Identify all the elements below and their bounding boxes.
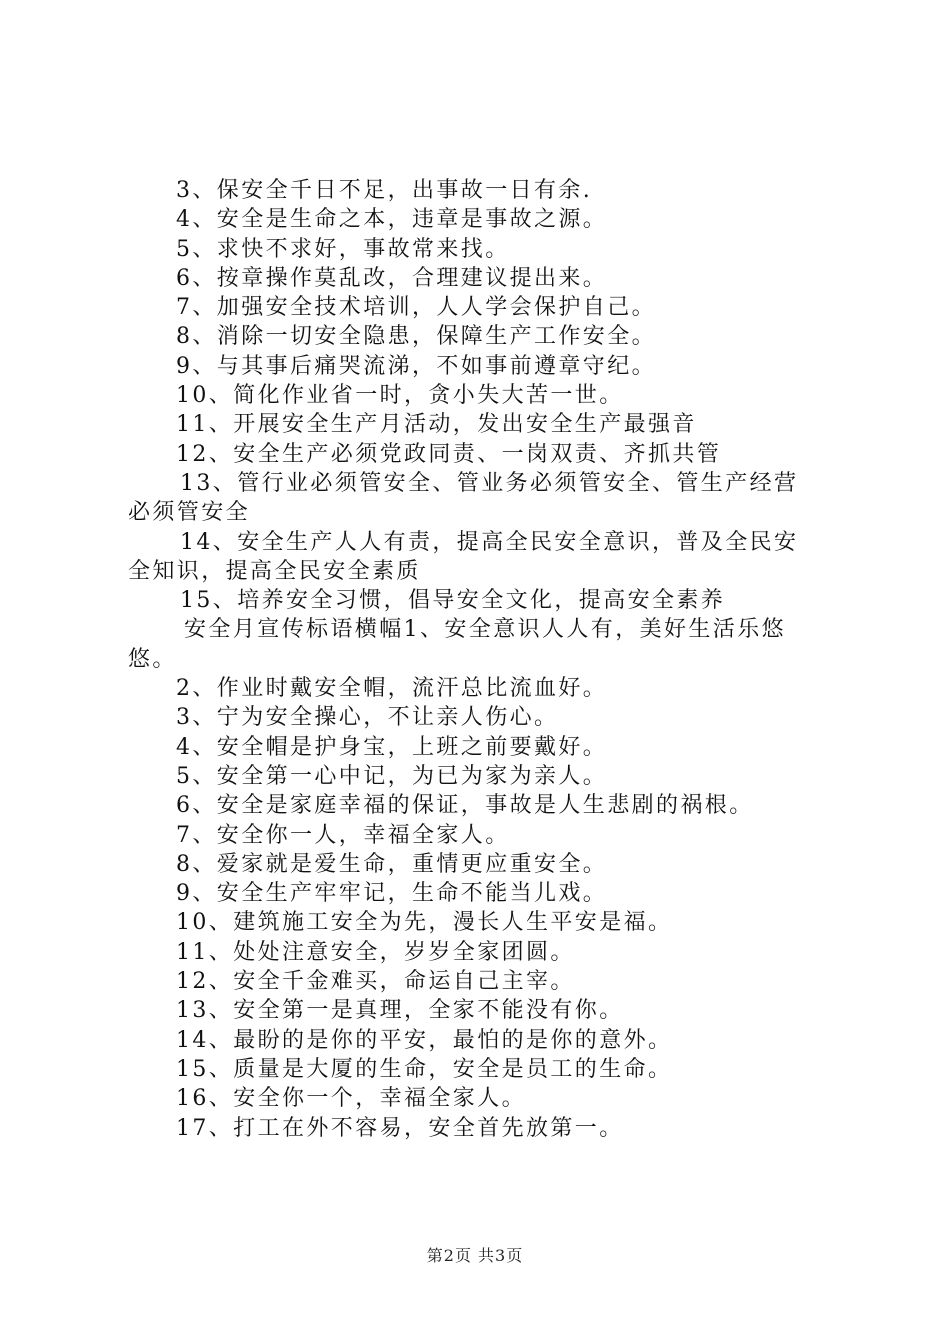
slogan-line: 5、安全第一心中记，为已为家为亲人。	[176, 763, 608, 789]
slogan-line: 12、安全千金难买，命运自己主宰。	[176, 969, 575, 995]
slogan-line: 7、安全你一人，幸福全家人。	[176, 822, 510, 848]
slogan-line: 15、培养安全习惯，倡导安全文化，提高安全素养	[180, 588, 726, 614]
slogan-line: 4、安全帽是护身宝，上班之前要戴好。	[176, 734, 608, 760]
slogan-line-continuation: 全知识，提高全民安全素质	[128, 558, 421, 584]
slogan-line: 13、安全第一是真理，全家不能没有你。	[176, 998, 624, 1024]
slogan-line: 13、管行业必须管安全、管业务必须管安全、管生产经营	[180, 470, 799, 496]
section-heading-line: 安全月宣传标语横幅1、安全意识人人有，美好生活乐悠	[184, 617, 786, 643]
slogan-line: 11、开展安全生产月活动，发出安全生产最强音	[176, 412, 697, 438]
slogan-line: 2、作业时戴安全帽，流汗总比流血好。	[176, 676, 608, 702]
slogan-line: 15、质量是大厦的生命，安全是员工的生命。	[176, 1056, 673, 1082]
slogan-line-continuation: 必须管安全	[128, 500, 251, 526]
slogan-line: 9、与其事后痛哭流涕，不如事前遵章守纪。	[176, 353, 656, 379]
slogan-line: 9、安全生产牢牢记，生命不能当儿戏。	[176, 881, 608, 907]
slogan-line: 6、按章操作莫乱改，合理建议提出来。	[176, 265, 608, 291]
slogan-line: 11、处处注意安全，岁岁全家团圆。	[176, 939, 575, 965]
slogan-line: 6、安全是家庭幸福的保证，事故是人生悲剧的祸根。	[176, 793, 754, 819]
slogan-line: 10、建筑施工安全为先，漫长人生平安是福。	[176, 910, 673, 936]
slogan-line: 12、安全生产必须党政同责、一岗双责、齐抓共管	[176, 441, 722, 467]
slogan-line: 17、打工在外不容易，安全首先放第一。	[176, 1115, 624, 1141]
slogan-line: 16、安全你一个，幸福全家人。	[176, 1086, 526, 1112]
page-number-footer: 第2页 共3页	[426, 1246, 524, 1265]
slogan-line: 5、求快不求好，事故常来找。	[176, 236, 510, 262]
slogan-line: 7、加强安全技术培训，人人学会保护自己。	[176, 295, 656, 321]
slogan-line: 8、爱家就是爱生命，重情更应重安全。	[176, 851, 608, 877]
slogan-line: 14、安全生产人人有责，提高全民安全意识，普及全民安	[180, 529, 799, 555]
slogan-line: 3、宁为安全操心，不让亲人伤心。	[176, 705, 559, 731]
slogan-line: 4、安全是生命之本，违章是事故之源。	[176, 207, 608, 233]
slogan-line: 3、保安全千日不足，出事故一日有余.	[176, 178, 593, 203]
slogan-line: 14、最盼的是你的平安，最怕的是你的意外。	[176, 1027, 673, 1053]
slogan-line: 8、消除一切安全隐患，保障生产工作安全。	[176, 324, 656, 350]
document-body	[128, 176, 840, 1143]
slogan-line: 10、简化作业省一时，贪小失大苦一世。	[176, 383, 624, 409]
slogan-line-continuation: 悠。	[128, 646, 177, 672]
